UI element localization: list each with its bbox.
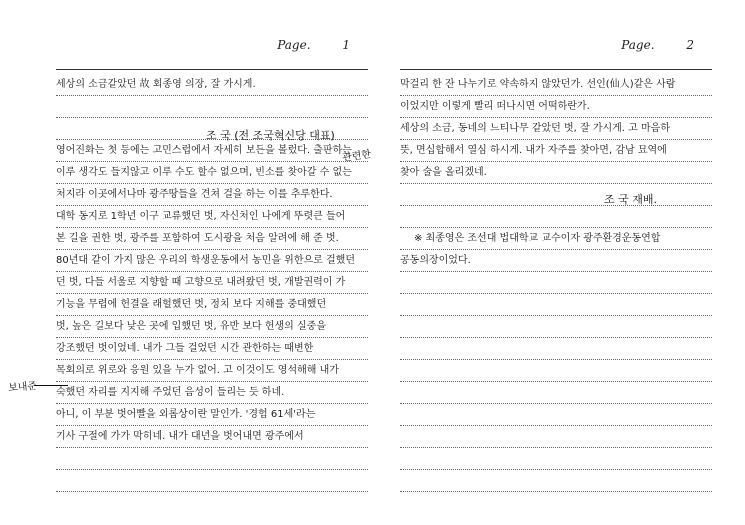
page-number: 2 [686, 38, 694, 52]
handwritten-line: 공동의장이었다. [400, 255, 471, 266]
ruled-line [400, 469, 712, 470]
handwritten-line: 아니, 이 부분 벗어빨을 외롭상이란 말인가. '경험 61세'라는 [56, 409, 316, 420]
ruled-line [400, 447, 712, 448]
ruled-line [56, 469, 368, 470]
handwritten-line: 대학 동지로 1학년 이구 교류했던 벗, 자신처인 나에게 뚜렷큰 들어 [56, 211, 346, 222]
page-label-text: Page. [277, 38, 311, 52]
handwritten-line: 이루 생각도 들지않고 이루 수도 할수 없으며, 빈소를 찾아갈 수 없는 [56, 167, 352, 178]
ruled-line [56, 117, 368, 118]
ruled-line [400, 337, 712, 338]
page-label [277, 38, 350, 52]
page-label-text: Page. [621, 38, 655, 52]
ruled-line [400, 403, 712, 404]
manuscript-lines [56, 52, 368, 470]
handwritten-line: 숙했던 자리를 지지해 주었던 음성이 들리는 듯 하네. [56, 387, 285, 398]
ruled-line [400, 425, 712, 426]
page-number: 1 [342, 38, 350, 52]
ruled-line [400, 491, 712, 492]
margin-insertion: 관련한 [341, 149, 372, 164]
handwritten-line: 본 길을 권한 벗, 광주를 포함하여 도시광을 처음 알려에 해 준 벗. [56, 233, 339, 244]
handwritten-line: 세상의 소금, 동네의 느티나무 같았던 벗, 잘 가시게. 고 마음하 [400, 123, 670, 134]
handwritten-line: 뜻, 면십합해서 열심 하시게. 내가 자주를 찾아면, 감남 묘역에 [400, 145, 667, 156]
manuscript-lines [400, 52, 712, 470]
ruled-line [400, 381, 712, 382]
ruled-line [400, 293, 712, 294]
ruled-line [400, 315, 712, 316]
manuscript-page-2 [400, 38, 712, 470]
insertion-arrow [34, 385, 68, 386]
handwritten-line: 이었지만 이렇게 빨리 떠나시면 어떡하란가. [400, 101, 590, 112]
handwritten-line: 막걸리 한 잔 나누기로 약속하지 않았던가. 선인(仙人)같은 사람 [400, 79, 676, 90]
handwritten-line: 벗, 높은 길보다 낮은 곳에 입했던 벗, 유반 보다 헌생의 실중을 [56, 321, 326, 332]
handwritten-line: 목회의로 위로와 응원 있을 누가 없어. 고 이것이도 영석해해 내가 [56, 365, 339, 376]
ruled-line [400, 359, 712, 360]
handwritten-line: 던 벗, 다들 서울로 지향할 때 고향으로 내려왔던 벗, 개발권력이 가 [56, 277, 346, 288]
handwritten-line: 기능을 무렵에 헌결을 래헐했던 벗, 정치 보다 지해를 중대했던 [56, 299, 327, 310]
handwritten-line: 기사 구절에 가가 막히네. 내가 대년을 벗어내면 광주에서 [56, 431, 304, 442]
handwritten-line: 강조했던 벗이었네. 내가 그들 걸었던 시간 관한하는 때변한 [56, 343, 314, 354]
author-signature: 조 국 (전 조국혁신당 대표) [206, 129, 335, 142]
author-signature: 조 국 재배. [604, 193, 657, 206]
handwritten-line: 세상의 소금같았던 故 회종영 의장, 잘 가시게. [56, 79, 256, 90]
handwritten-line: 80년대 같이 가지 많은 우리의 학생운동에서 농민을 위한으로 걸했던 [56, 255, 355, 266]
handwritten-line: ※ 최종영은 조선대 법대학교 교수이자 광주환경운동연합 [414, 233, 661, 244]
ruled-line [400, 205, 712, 206]
margin-note-left: 보내준 [7, 380, 38, 394]
handwritten-line: 영어진화는 첫 등에는 고민스럽에서 자세히 보든을 볼렀다. 출판하는 [56, 145, 352, 156]
handwritten-line: 찾아 술을 올리겠네. [400, 167, 487, 178]
handwritten-line: 처지라 이곳에서나마 광주땅들을 견쳐 걸을 하는 이를 추루한다. [56, 189, 333, 200]
manuscript-page-1 [7, 38, 372, 470]
ruled-line [56, 491, 368, 492]
page-label [621, 38, 694, 52]
